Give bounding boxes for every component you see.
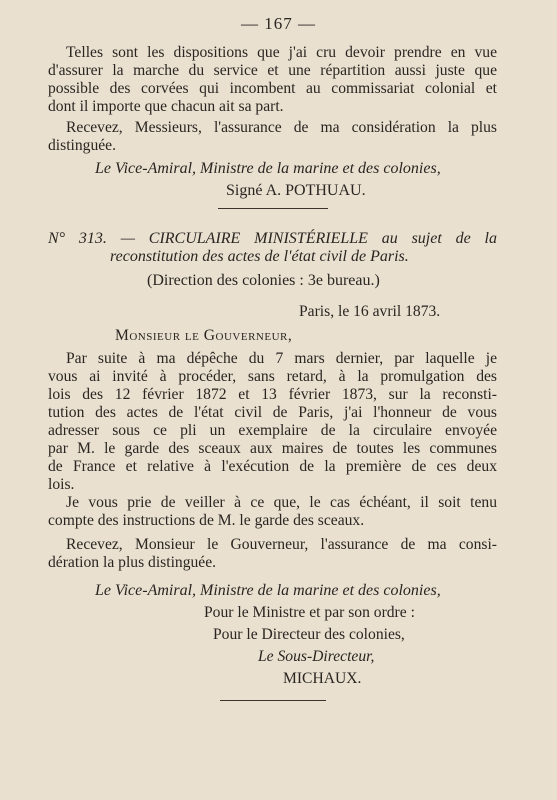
body-line: d'assurer la marche du service et une répartition aussi juste que [48, 62, 497, 79]
body-line: Recevez, Monsieur le Gouverneur, l'assurance de ma consi- [66, 536, 497, 553]
body-line: compte des instructions de M. le garde des sceaux. [48, 512, 365, 529]
signature-title: Le Vice-Amiral, Ministre de la marine et des colonies, [95, 160, 441, 177]
body-line: dération la plus distinguée. [48, 554, 217, 571]
signature-line: Pour le Directeur des colonies, [213, 626, 405, 643]
date-line: Paris, le 16 avril 1873. [299, 303, 441, 320]
circular-heading: N° 313. — CIRCULAIRE MINISTÉRIELLE au sujet de la [48, 230, 497, 247]
salutation: Monsieur le Gouverneur, [115, 327, 293, 344]
body-line: lois des 12 février 1872 et 13 février 1873, sur la reconsti- [48, 386, 497, 403]
section-divider [218, 208, 328, 209]
signature-line: Pour le Ministre et par son ordre : [204, 604, 415, 621]
courtesy-line: distinguée. [48, 137, 116, 154]
body-line: possible des corvées qui incombent au commissariat colonial et [48, 80, 497, 97]
page-number: — 167 — [241, 14, 316, 33]
circular-heading-subtitle: reconstitution des actes de l'état civil de Paris. [110, 248, 409, 265]
signature-name: MICHAUX. [283, 670, 362, 687]
courtesy-line: Recevez, Messieurs, l'assurance de ma considération la plus [66, 119, 497, 136]
section-divider [220, 700, 326, 701]
body-line: par M. le garde des sceaux aux maires de toutes les communes [48, 440, 497, 457]
direction-note: (Direction des colonies : 3e bureau.) [147, 272, 380, 289]
body-line: dont il importe que chacun ait sa part. [48, 98, 284, 115]
signature-line: Le Sous-Directeur, [258, 648, 375, 665]
body-line: lois. [48, 476, 75, 493]
body-line: adresser sous ce pli un exemplaire de la circulaire envoyée [48, 422, 497, 439]
body-line: vous ai invité à procéder, sans retard, à la promulgation des [48, 368, 497, 385]
body-line: tution des actes de l'état civil de Paris, j'ai l'honneur de vous [48, 404, 497, 421]
body-line: Par suite à ma dépêche du 7 mars dernier, par laquelle je [66, 350, 497, 367]
body-line: Je vous prie de veiller à ce que, le cas échéant, il soit tenu [66, 494, 497, 511]
signature-title: Le Vice-Amiral, Ministre de la marine et des colonies, [95, 582, 441, 599]
body-line: Telles sont les dispositions que j'ai cru devoir prendre en vue [66, 44, 497, 61]
signature-name: Signé A. POTHUAU. [226, 182, 366, 199]
body-line: de France et relative à l'exécution de la première de ces deux [48, 458, 497, 475]
